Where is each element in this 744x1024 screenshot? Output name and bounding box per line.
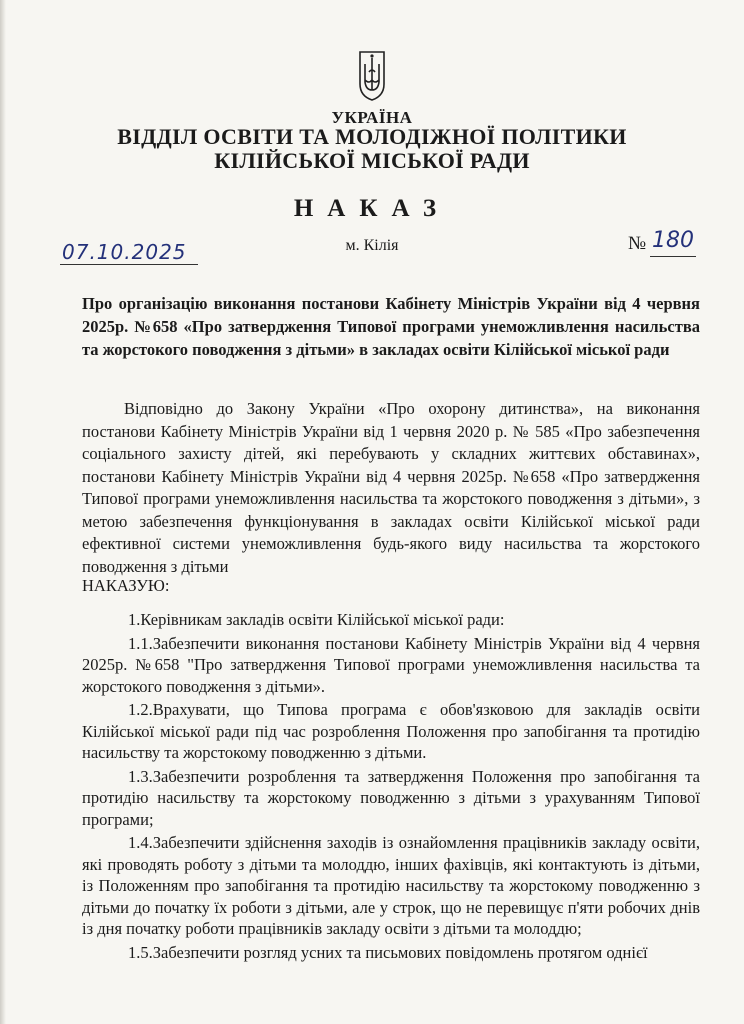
header-country: УКРАЇНА — [331, 108, 413, 127]
order-item: 1.5.Забезпечити розгляд усних та письмових повідомлень протягом однієї — [128, 942, 648, 962]
number-underline — [650, 256, 696, 257]
header-department-line2: КІЛІЙСЬКОЇ МІСЬКОЇ РАДИ — [214, 148, 530, 173]
date-underline — [60, 264, 198, 265]
order-items — [82, 609, 700, 965]
order-item: 1.4.Забезпечити здійснення заходів із ознайомлення працівників закладу освіти, які проводять роботу з дітьми та молоддю, інших фахівців, які контактують із дітьми, із Положенням про запобігання та протидію насильству та жорстокому поводженню з дітьми до початку їх роботи з дітьми, але у строк, що не перевищує п'яти робочих днів із дня початку роботи працівників закладу освіти з дітьми та молоддю; — [82, 833, 700, 938]
handwritten-number: 180 — [652, 228, 694, 253]
order-title: Про організацію виконання постанови Кабінету Міністрів України від 4 червня 2025р. №658 «Про затвердження Типової програми унеможливлення насильства та жорстокого поводження з дітьми» в закладах освіти Кілійської міської ради — [82, 294, 700, 359]
order-item: 1.3.Забезпечити розроблення та затвердження Положення про запобігання та протидію насильству та жорстокому поводженню з дітьми з урахуванням Типової програми; — [82, 766, 700, 829]
order-item: 1.Керівникам закладів освіти Кілійської міської ради: — [128, 610, 505, 629]
order-item: 1.2.Врахувати, що Типова програма є обов'язковою для закладів освіти Кілійської міської ради під час розроблення Положення про запобігання та протидію насильству та жорстокому поводженню з дітьми. — [82, 700, 700, 762]
preamble-paragraph: Відповідно до Закону України «Про охорону дитинства», на виконання постанови Кабінету Міністрів України від 1 червня 2020 р. № 585 «Про забезпечення соціального захисту дітей, які перебувають у складних життєвих обставинах», постанови Кабінету Міністрів України від 4 червня 2025р. №658 «Про затвердження Типової програми унеможливлення насильства та жорстокого поводження з дітьми», з метою забезпечення функціонування в закладах освіти Кілійської міської ради ефективної системи унеможливлення будь-якого виду насильства та жорстокого поводження з дітьми — [82, 399, 700, 576]
number-sign: № — [628, 233, 647, 254]
coat-of-arms-icon — [357, 50, 387, 102]
order-item: 1.1.Забезпечити виконання постанови Кабінету Міністрів України від 4 червня 2025р. №658 "Про затвердження Типової програми унеможливлення насильства та жорстокого поводження з дітьми». — [82, 633, 700, 696]
city: м. Кілія — [345, 237, 399, 254]
handwritten-date: 07.10.2025 — [62, 240, 187, 264]
order-word: НАКАЗУЮ: — [82, 576, 170, 595]
document-type: НАКАЗ — [293, 195, 451, 222]
header-department-line1: ВІДДІЛ ОСВІТИ ТА МОЛОДІЖНОЇ ПОЛІТИКИ — [117, 124, 627, 149]
